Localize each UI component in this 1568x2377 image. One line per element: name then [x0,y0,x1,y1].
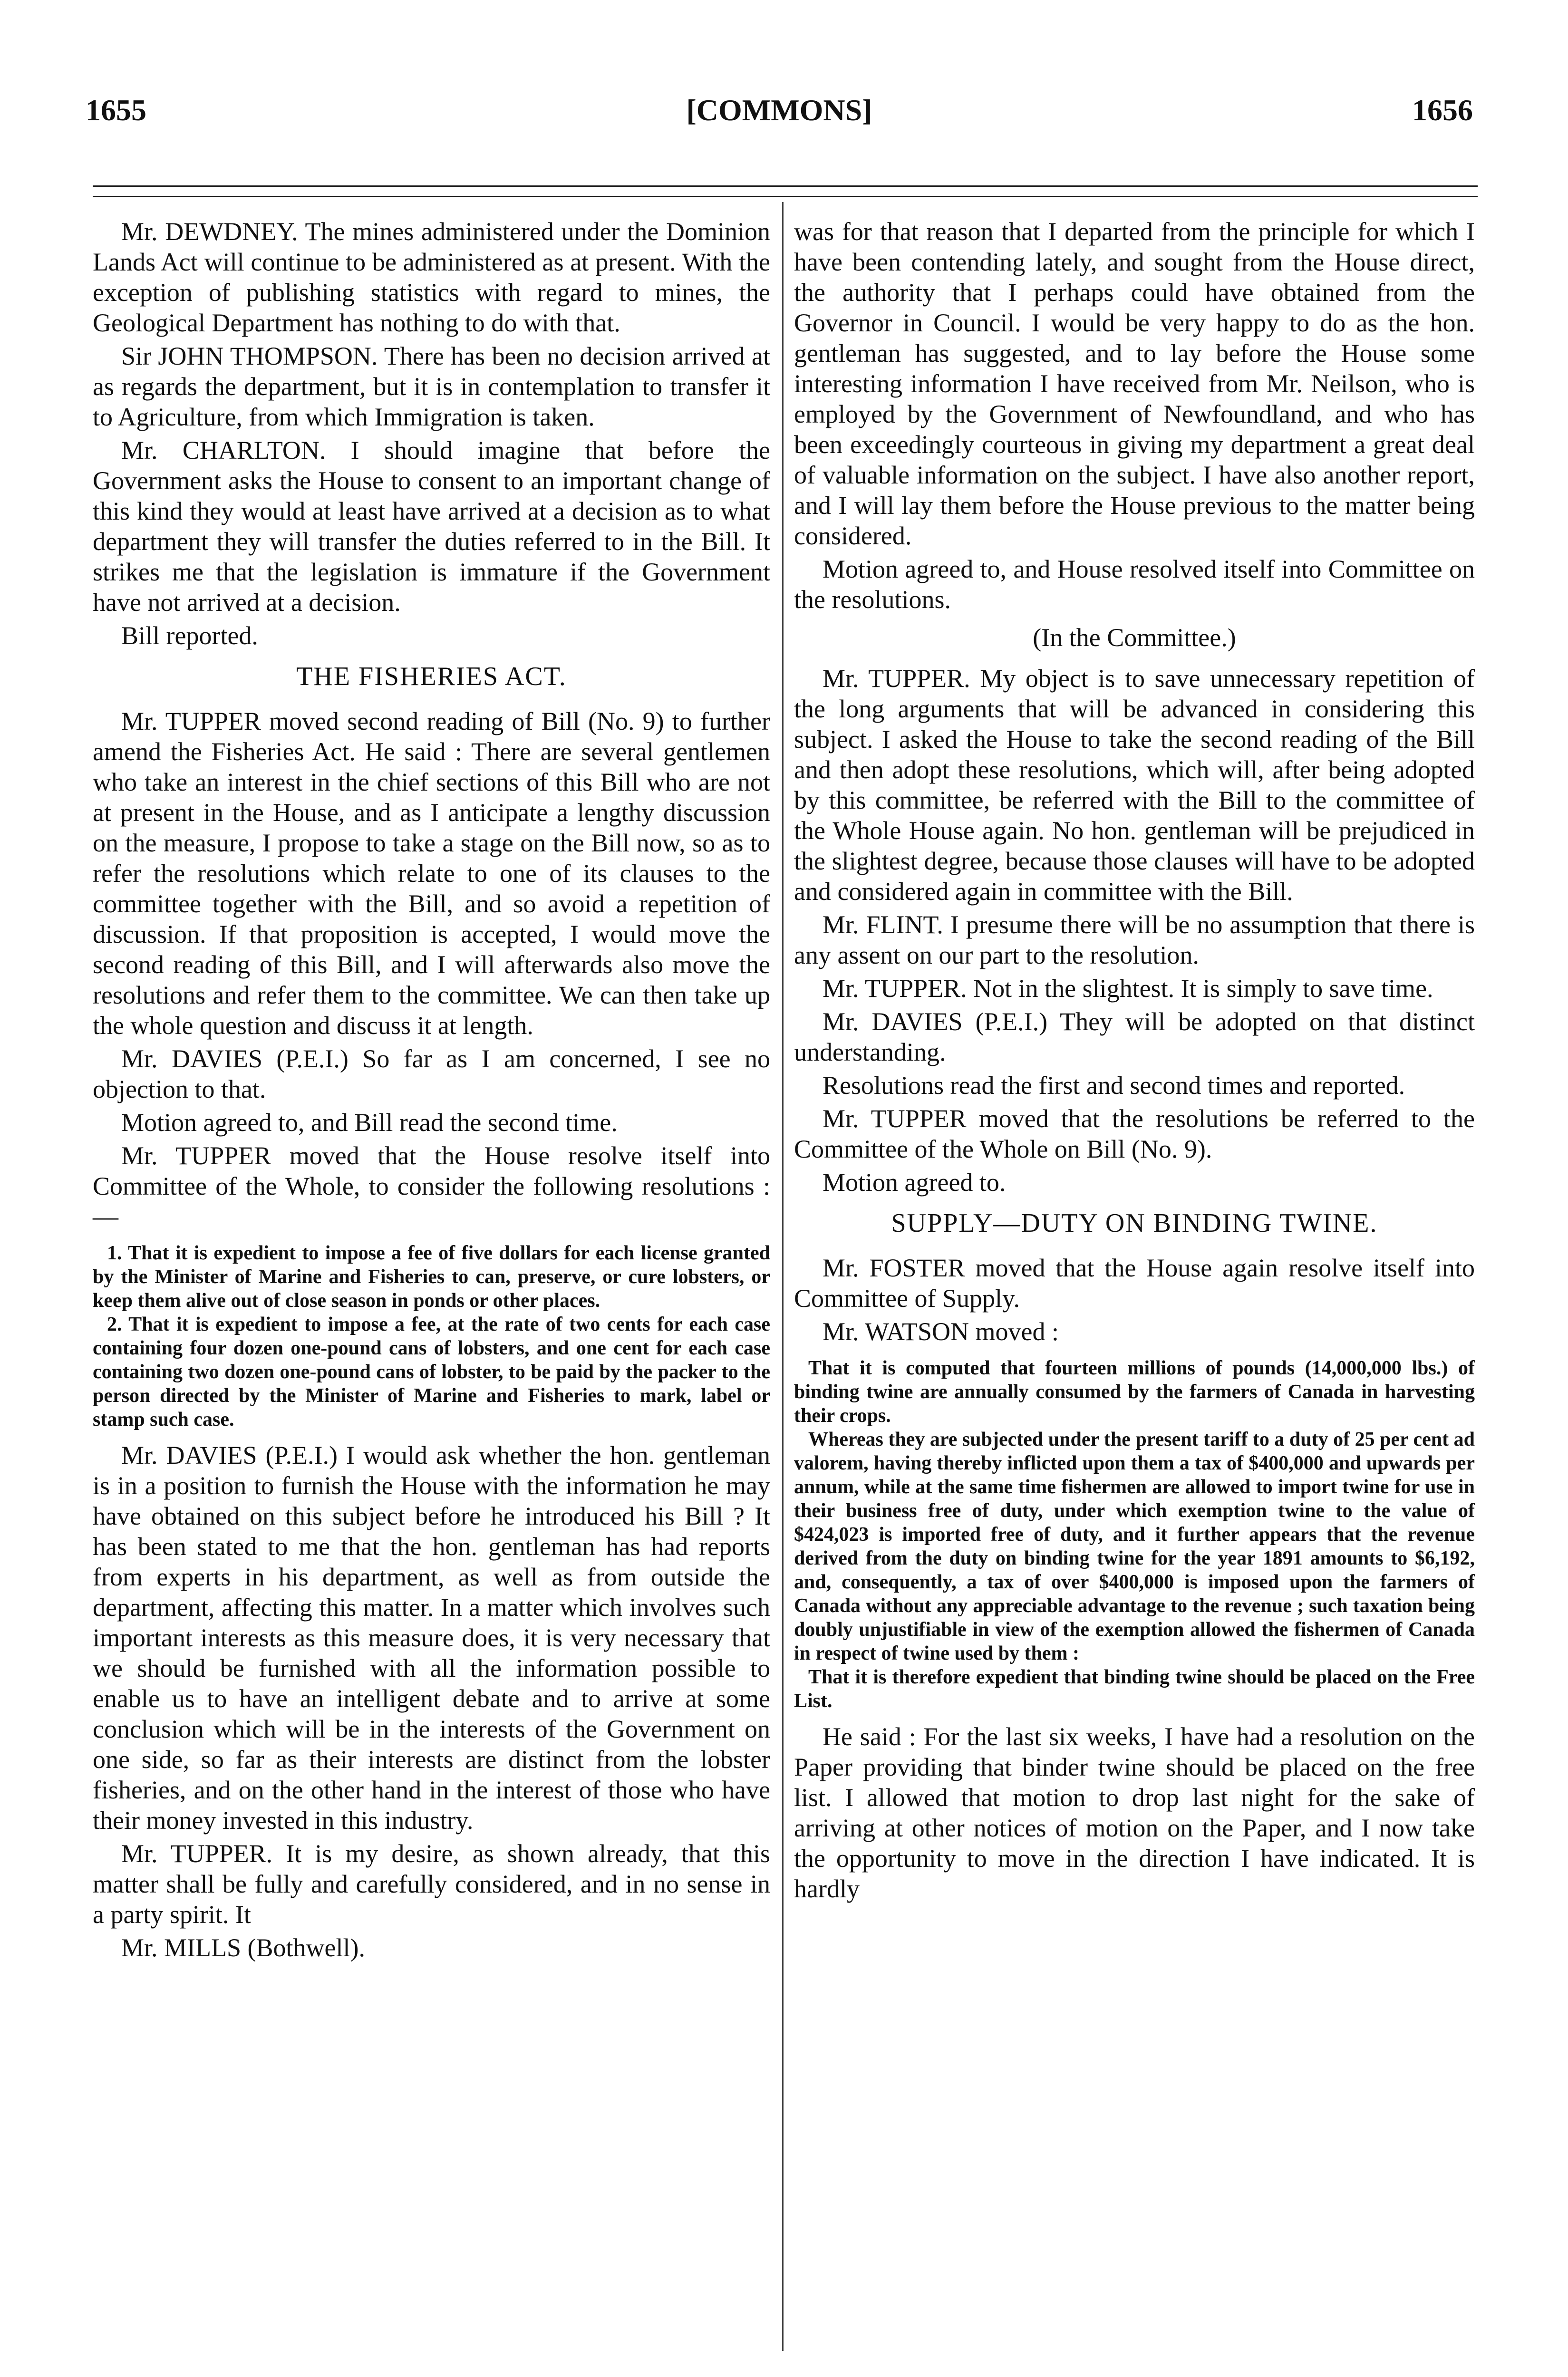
paragraph: Bill reported. [121,621,258,650]
paragraph: Mr. TUPPER. Not in the slightest. It is simply to save time. [823,974,1433,1003]
paragraph: Motion agreed to, and Bill read the second time. [121,1108,618,1137]
section-heading: SUPPLY—DUTY ON BINDING TWINE. [891,1208,1378,1238]
resolution-text: 1. That it is expedient to impose a fee of five dollars for each license granted by the Minister of Marine and Fisheries to can, preserve, or cure lobsters, or keep them alive out of close season in ponds or other places. [93,1242,770,1312]
page-number-right: 1656 [1412,93,1473,127]
paragraph: Resolutions read the first and second times and reported. [823,1071,1405,1100]
right-column [794,216,1475,1907]
resolution-block [794,1356,1475,1713]
header-rule-thin [93,196,1478,197]
paragraph: Mr. TUPPER moved second reading of Bill (No. 9) to further amend the Fisheries Act. He said : There are several gentlemen who take an interest in the chief sections of this Bill who are not at present in the House, and as I anticipate a lengthy discussion on the measure, I propose to take a stage on the Bill now, so as to refer the resolutions which relate to one of its clauses to the committee together with the Bill, and so avoid a repetition of discussion. If that proposition is accepted, I would move the second reading of this Bill, and I will afterwards also move the resolutions and refer them to the committee. We can then take up the whole question and discuss it at length. [93,707,770,1040]
header-rule [93,185,1478,187]
resolution-text: That it is computed that fourteen millions of pounds (14,000,000 lbs.) of binding twine are annually consumed by the farmers of Canada in harvesting their crops. [794,1357,1475,1427]
paragraph: Mr. TUPPER. It is my desire, as shown already, that this matter shall be fully and carefully considered, and in no sense in a party spirit. It [93,1839,770,1929]
resolution-text: That it is therefore expedient that binding twine should be placed on the Free List. [794,1666,1475,1712]
paragraph: Mr. DEWDNEY. The mines administered under the Dominion Lands Act will continue to be administered as at present. With the exception of publishing statistics with regard to mines, the Geological Department has nothing to do with that. [93,217,770,337]
column-divider [782,202,784,2351]
paragraph: Mr. TUPPER. My object is to save unnecessary repetition of the long arguments that will be advanced in considering this subject. I asked the House to take the second reading of the Bill and then adopt these resolutions, which will, after being adopted by this committee, be referred with the Bill to the committee of the Whole House again. No hon. gentleman will be prejudiced in the slightest degree, because those clauses will have to be adopted and considered again in committee with the Bill. [794,664,1475,906]
paragraph: He said : For the last six weeks, I have had a resolution on the Paper providing that binder twine should be placed on the free list. I allowed that motion to drop last night for the sake of arriving at other notices of motion on the Paper, and I now take the opportunity to move in the direction I have indicated. It is hardly [794,1722,1475,1903]
resolution-text: Whereas they are subjected under the present tariff to a duty of 25 per cent ad valorem, having thereby inflicted upon them a tax of $400,000 and upwards per annum, while at the same time fishermen are allowed to import twine for use in their business free of duty, under which exemption twine to the value of $424,023 is imported free of duty, and it further appears that the revenue derived from the duty on binding twine for the year 1891 amounts to $6,192, and, consequently, a tax of over $400,000 is imposed upon the farmers of Canada without any appreciable advantage to the revenue ; such taxation being doubly unjustifiable in view of the exemption allowed the fishermen of Canada in respect of twine used by them : [794,1429,1475,1664]
paragraph: Mr. CHARLTON. I should imagine that before the Government asks the House to consent to an important change of this kind they would at least have arrived at a decision as to what department they will transfer the duties referred to in the Bill. It strikes me that the legislation is immature if the Government have not arrived at a decision. [93,436,770,617]
paragraph: Sir JOHN THOMPSON. There has been no decision arrived at as regards the department, but it is in contemplation to transfer it to Agriculture, from which Immigration is taken. [93,342,770,431]
page-header [86,95,1473,143]
page-number-left: 1655 [86,93,146,127]
paragraph: Mr. DAVIES (P.E.I.) So far as I am concerned, I see no objection to that. [93,1044,770,1103]
resolution-text: 2. That it is expedient to impose a fee, at the rate of two cents for each case containing four dozen one-pound cans of lobsters, and one cent for each case containing two dozen one-pound cans of lobster, to be paid by the packer to the person directed by the Minister of Marine and Fisheries to mark, label or stamp such case. [93,1314,770,1430]
paragraph: Motion agreed to, and House resolved itself into Committee on the resolutions. [794,555,1475,614]
paragraph: Mr. TUPPER moved that the resolutions be referred to the Committee of the Whole on Bill (No. 9). [794,1104,1475,1163]
resolution-block [93,1241,770,1431]
paragraph: Mr. WATSON moved : [823,1317,1059,1346]
paragraph: Mr. DAVIES (P.E.I.) I would ask whether the hon. gentleman is in a position to furnish the House with the information he may have obtained on this subject before he introduced his Bill ? It has been stated to me that the hon. gentleman has had reports from experts in his department, as well as from outside the department, affecting this matter. In a matter which involves such important interests as this measure does, it is very necessary that we should be furnished with all the information possible to enable us to have an intelligent debate and to arrive at some conclusion which will be in the interests of the Government on one side, so far as their interests are distinct from the lobster fisheries, and on the other hand in the interest of those who have their money invested in this industry. [93,1441,770,1835]
paragraph: Mr. FLINT. I presume there will be no assumption that there is any assent on our part to the resolution. [794,910,1475,969]
committee-note: (In the Committee.) [1033,623,1236,652]
paragraph: Mr. FOSTER moved that the House again resolve itself into Committee of Supply. [794,1254,1475,1313]
paragraph: Mr. DAVIES (P.E.I.) They will be adopted on that distinct understanding. [794,1007,1475,1066]
running-title: [COMMONS] [686,93,872,127]
section-heading: THE FISHERIES ACT. [296,662,567,691]
paragraph: Mr. TUPPER moved that the House resolve itself into Committee of the Whole, to consider the following resolutions :— [93,1141,770,1231]
paragraph: was for that reason that I departed from the principle for which I have been contending lately, and sought from the House direct, the authority that I perhaps could have obtained from the Governor in Council. I would be very happy to do as the hon. gentleman has suggested, and to lay before the House some interesting information I have received from Mr. Neilson, who is employed by the Government of Newfoundland, and who has been exceedingly courteous in giving my department a great deal of valuable information on the subject. I have also another report, and I will lay them before the House previous to the matter being considered. [794,217,1475,550]
left-column [93,216,770,1966]
paragraph: Motion agreed to. [823,1168,1006,1197]
paragraph: Mr. MILLS (Bothwell). [121,1933,365,1962]
